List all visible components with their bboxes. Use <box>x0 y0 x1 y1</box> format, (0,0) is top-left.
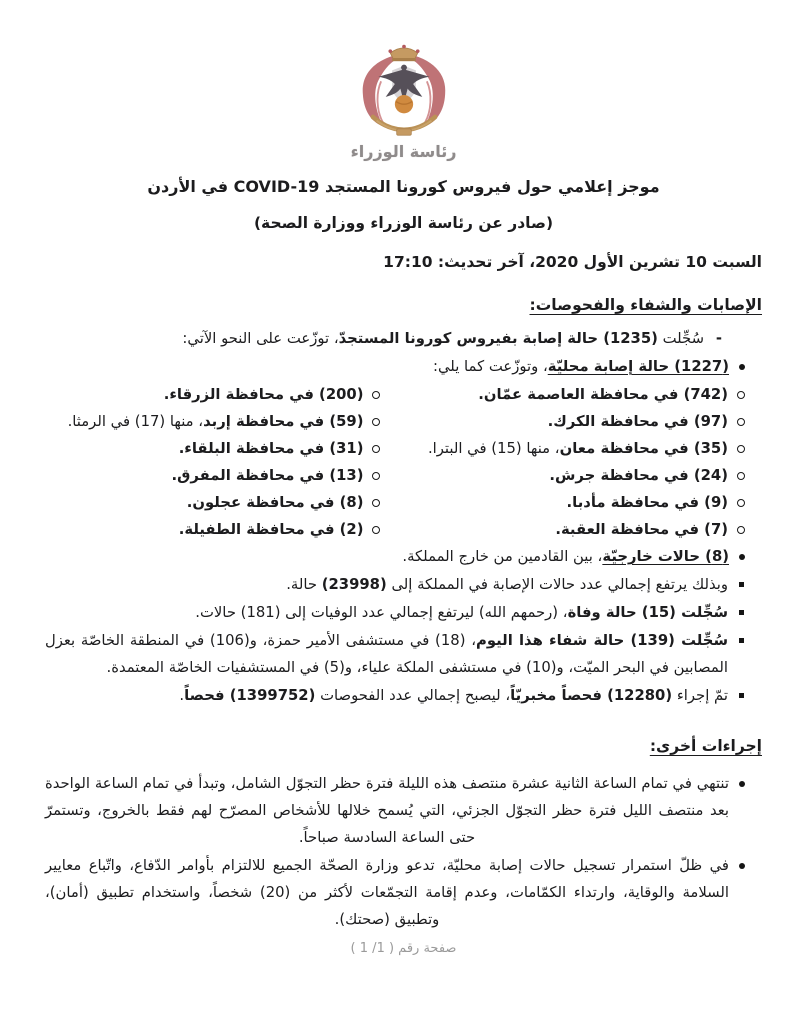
external-cases-item <box>45 543 762 570</box>
total-cases-text <box>45 325 704 352</box>
summary-item-deaths: سُجِّلت (15) حالة وفاة، (رحمهم الله) ليرتفع إجمالي عدد الوفيات إلى (181) حالات. <box>45 599 762 626</box>
circle-bullet-icon <box>372 472 380 480</box>
circle-bullet-icon <box>737 418 745 426</box>
doc-subtitle: (صادر عن رئاسة الوزراء ووزارة الصحة) <box>253 214 554 233</box>
section-heading-cases: الإصابات والشفاء والفحوصات: <box>529 295 762 314</box>
governorate-row <box>45 408 762 435</box>
logo <box>45 42 762 160</box>
governorate-item: (97) في محافظة الكرك. <box>381 408 746 435</box>
local-cases-count: (1227) حالة إصابة محليّة <box>547 358 729 376</box>
measure-item-curfew: تنتهي في تمام الساعة الثانية عشرة منتصف هذه الليلة فترة حظر التجوّل الشامل، وتبدأ في تمام الساعة الواحدة بعد منتصف الليل فترة حظر التجوّل الجزئي، التي يُسمح خلالها للأشخاص المصرّح لهم فقط بالخروج، وتستمرّ حتى الساعة السادسة صباحاً. <box>45 770 762 851</box>
governorate-row <box>45 516 762 543</box>
jordan-coat-of-arms-icon <box>340 42 468 138</box>
governorate-item: (31) في محافظة البلقاء. <box>45 435 381 462</box>
bullet-dot-icon <box>739 554 745 560</box>
circle-bullet-icon <box>737 499 745 507</box>
circle-bullet-icon <box>737 526 745 534</box>
governorate-item: (7) في محافظة العقبة. <box>381 516 746 543</box>
summary-item-total: وبذلك يرتفع إجمالي عدد حالات الإصابة في المملكة إلى (23998) حالة. <box>45 571 762 598</box>
summary-item-tests: تمّ إجراء (12280) فحصاً مخبريّاً، ليصبح إجمالي عدد الفحوصات (1399752) فحصاً. <box>45 682 762 709</box>
circle-bullet-icon <box>372 391 380 399</box>
local-cases-text <box>45 353 729 380</box>
governorate-item: (742) في محافظة العاصمة عمّان. <box>381 381 746 408</box>
total-cases-pre: سُجِّلت <box>657 330 704 348</box>
logo-caption: رئاسة الوزراء <box>350 142 457 161</box>
square-bullet-icon <box>739 638 744 643</box>
square-bullet-icon <box>739 610 744 615</box>
governorate-row <box>45 435 762 462</box>
page-number-footer: صفحة رقم ( 1/ 1 ) <box>350 941 457 956</box>
local-cases-rest: ، وتوزّعت كما يلي: <box>432 358 548 376</box>
governorate-item: (13) في محافظة المفرق. <box>45 462 381 489</box>
governorate-item: (200) في محافظة الزرقاء. <box>45 381 381 408</box>
governorate-item: (59) في محافظة إربد، منها (17) في الرمثا. <box>45 408 381 435</box>
local-cases-item <box>45 353 762 380</box>
dash-bullet-icon: - <box>715 330 723 348</box>
total-cases-item <box>45 325 762 352</box>
bullet-dot-icon <box>739 781 745 787</box>
total-cases-count: (1235) حالة إصابة بفيروس كورونا المستجدّ <box>338 330 658 348</box>
doc-title: موجز إعلامي حول فيروس كورونا المستجد COVID-19 في الأردن <box>147 177 660 196</box>
summary-item-recoveries: سُجِّلت (139) حالة شفاء هذا اليوم، (18) في مستشفى الأمير حمزة، و(106) في المنطقة الخاصّة بعزل المصابين في البحر الميّت، و(10) في مستشفى الملكة علياء، و(5) في المستشفيات الخاصّة المعتمدة. <box>45 627 762 681</box>
square-bullet-icon <box>739 582 744 587</box>
square-bullet-icon <box>739 693 744 698</box>
bullet-dot-icon <box>739 863 745 869</box>
circle-bullet-icon <box>372 445 380 453</box>
bullet-dot-icon <box>739 364 745 370</box>
circle-bullet-icon <box>737 445 745 453</box>
governorate-row <box>45 489 762 516</box>
governorate-row <box>45 381 762 408</box>
circle-bullet-icon <box>372 499 380 507</box>
governorate-item: (2) في محافظة الطفيلة. <box>45 516 381 543</box>
governorate-item: (24) في محافظة جرش. <box>381 462 746 489</box>
total-cases-rest: ، توزّعت على النحو الآتي: <box>182 330 339 348</box>
governorate-item: (35) في محافظة معان، منها (15) في البترا. <box>381 435 746 462</box>
circle-bullet-icon <box>372 526 380 534</box>
governorates-list <box>45 381 762 543</box>
circle-bullet-icon <box>372 418 380 426</box>
governorate-item: (9) في محافظة مأدبا. <box>381 489 746 516</box>
circle-bullet-icon <box>737 391 745 399</box>
measure-item-health-call: في ظلّ استمرار تسجيل حالات إصابة محليّة، تدعو وزارة الصحّة الجميع للالتزام بأوامر الدّفاع، واتّباع معايير السلامة والوقاية، وارتداء الكمّامات، وعدم إقامة التجمّعات لأكثر من (20) شخصاً، واستخدام تطبيق (أمان)، وتطبيق (صحتك). <box>45 852 762 933</box>
governorate-row <box>45 462 762 489</box>
governorate-item: (8) في محافظة عجلون. <box>45 489 381 516</box>
date-line: السبت 10 تشرين الأول 2020، آخر تحديث: 17:10 <box>383 253 762 272</box>
external-cases-count: (8) حالات خارجيّة <box>602 548 729 566</box>
section-heading-measures: إجراءات أخرى: <box>649 737 762 756</box>
circle-bullet-icon <box>737 472 745 480</box>
external-cases-rest: ، بين القادمين من خارج المملكة. <box>402 548 603 566</box>
external-cases-text <box>45 543 729 570</box>
